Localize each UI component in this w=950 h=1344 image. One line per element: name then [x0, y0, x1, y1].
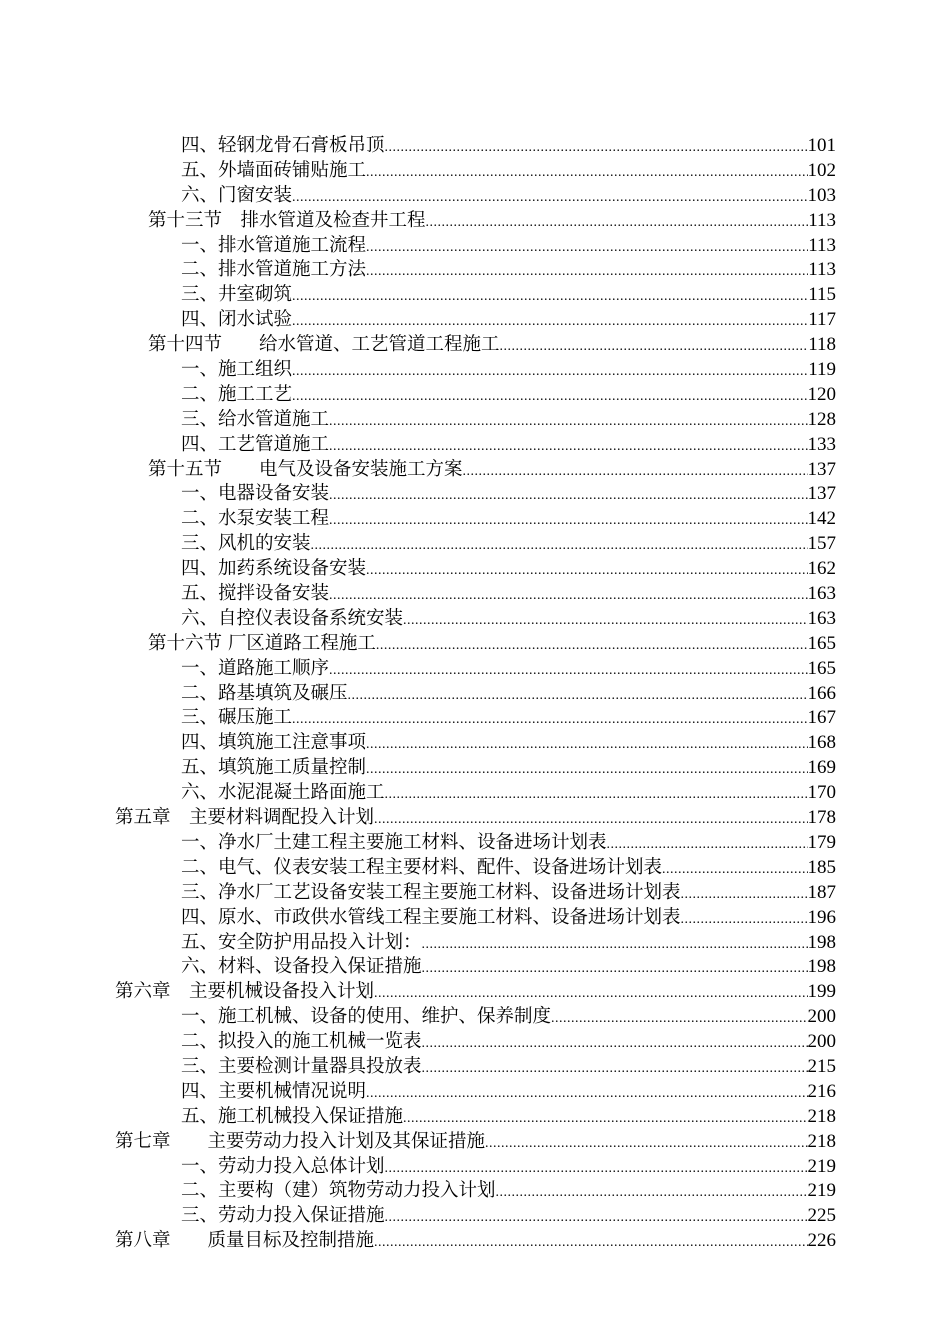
dot-leader [376, 634, 808, 659]
toc-subsection-entry[interactable] [0, 607, 950, 632]
dot-leader [463, 460, 808, 485]
dot-leader [374, 808, 807, 833]
dot-leader [422, 933, 808, 958]
toc-entry-title: 第十五节 电气及设备安装施工方案 [148, 458, 463, 480]
toc-entry-title: 二、拟投入的施工机械一览表 [181, 1031, 422, 1053]
dot-leader [311, 534, 808, 559]
toc-entry-row [148, 458, 836, 483]
dot-leader [292, 708, 807, 733]
toc-entry-title: 四、原水、市政供水管线工程主要施工材料、设备进场计划表 [181, 906, 681, 928]
toc-entry-title: 三、主要检测计量器具投放表 [181, 1055, 422, 1077]
dot-leader [385, 1206, 808, 1231]
toc-page-number: 162 [807, 558, 836, 580]
toc-subsection-entry[interactable] [0, 582, 950, 607]
toc-entry-title: 二、施工工艺 [181, 383, 293, 405]
toc-entry-title: 二、主要构（建）筑物劳动力投入计划 [181, 1180, 496, 1202]
toc-entry-title: 一、道路施工顺序 [181, 657, 330, 679]
toc-page-number: 198 [807, 956, 836, 978]
toc-entry-row [181, 931, 836, 956]
toc-entry-title: 五、外墙面砖铺贴施工 [181, 159, 367, 181]
toc-entry-title: 六、水泥混凝土路面施工 [181, 782, 385, 804]
toc-entry-row [181, 1005, 836, 1030]
dot-leader [348, 684, 808, 709]
toc-subsection-entry[interactable] [0, 1005, 950, 1030]
toc-page-number: 102 [807, 159, 836, 181]
toc-subsection-entry[interactable] [0, 657, 950, 682]
toc-entry-row [181, 881, 836, 906]
toc-entry-title: 一、劳动力投入总体计划 [181, 1155, 385, 1177]
dot-leader [403, 1107, 807, 1132]
toc-entry-title: 三、净水厂工艺设备安装工程主要施工材料、设备进场计划表 [181, 881, 681, 903]
toc-entry-row [148, 209, 836, 234]
toc-entry-row [181, 756, 836, 781]
toc-entry-row [181, 1080, 836, 1105]
dot-leader [485, 1132, 807, 1157]
toc-entry-title: 五、安全防护用品投入计划： [181, 931, 422, 953]
toc-page-number: 219 [807, 1180, 836, 1202]
toc-entry-title: 六、门窗安装 [181, 184, 293, 206]
toc-entry-title: 一、施工组织 [181, 359, 293, 381]
toc-entry-row [181, 1204, 836, 1229]
toc-entry-row [148, 632, 836, 657]
toc-subsection-entry[interactable] [0, 881, 950, 906]
toc-chapter-entry[interactable] [0, 806, 950, 831]
toc-entry-row [181, 433, 836, 458]
toc-subsection-entry[interactable] [0, 308, 950, 333]
toc-page-number: 115 [808, 284, 836, 306]
toc-page-number: 169 [807, 757, 836, 779]
dot-leader [422, 1032, 808, 1057]
toc-entry-row [115, 806, 836, 831]
toc-entry-row [115, 980, 836, 1005]
dot-leader [426, 211, 809, 236]
toc-page-number: 178 [807, 807, 836, 829]
toc-subsection-entry[interactable] [0, 856, 950, 881]
toc-entry-row [181, 682, 836, 707]
dot-leader [374, 982, 807, 1007]
toc-page-number: 137 [807, 483, 836, 505]
dot-leader [681, 883, 808, 908]
toc-entry-title: 第十四节 给水管道、工艺管道工程施工 [148, 334, 500, 356]
toc-entry-row [181, 607, 836, 632]
dot-leader [366, 1082, 807, 1107]
toc-entry-title: 三、劳动力投入保证措施 [181, 1205, 385, 1227]
dot-leader [662, 858, 807, 883]
dot-leader [366, 236, 808, 261]
dot-leader [385, 136, 808, 161]
dot-leader [329, 484, 807, 509]
toc-page-number: 166 [807, 682, 836, 704]
toc-entry-row [181, 781, 836, 806]
toc-entry-row [181, 1179, 836, 1204]
toc-subsection-entry[interactable] [0, 134, 950, 159]
toc-section-entry[interactable] [0, 209, 950, 234]
toc-page-number: 170 [807, 782, 836, 804]
toc-entry-row [181, 234, 836, 259]
toc-subsection-entry[interactable] [0, 955, 950, 980]
toc-entry-row [181, 955, 836, 980]
toc-page-number: 118 [808, 334, 836, 356]
dot-leader [374, 1231, 807, 1256]
toc-entry-title: 第十三节 排水管道及检查井工程 [148, 209, 426, 231]
toc-page-number: 200 [807, 1031, 836, 1053]
dot-leader [551, 1007, 807, 1032]
dot-leader [422, 957, 808, 982]
dot-leader [366, 559, 807, 584]
toc-entry-row [181, 706, 836, 731]
toc-subsection-entry[interactable] [0, 682, 950, 707]
toc-page-number: 216 [807, 1080, 836, 1102]
toc-subsection-entry[interactable] [0, 906, 950, 931]
dot-leader [292, 285, 808, 310]
toc-page-number: 165 [807, 632, 836, 654]
toc-subsection-entry[interactable] [0, 283, 950, 308]
toc-page-number: 128 [807, 408, 836, 430]
toc-page-number: 226 [807, 1230, 836, 1252]
toc-entry-row [181, 159, 836, 184]
dot-leader [500, 335, 809, 360]
toc-entry-row [181, 482, 836, 507]
toc-page-number: 185 [807, 856, 836, 878]
dot-leader [403, 609, 807, 634]
toc-subsection-entry[interactable] [0, 159, 950, 184]
toc-entry-title: 四、填筑施工注意事项 [181, 732, 367, 754]
toc-entry-row [181, 134, 836, 159]
table-of-contents [0, 134, 950, 1254]
toc-entry-title: 第七章 主要劳动力投入计划及其保证措施 [115, 1130, 486, 1152]
toc-entry-title: 五、填筑施工质量控制 [181, 757, 367, 779]
toc-entry-row [115, 1130, 836, 1155]
toc-entry-title: 三、碾压施工 [181, 707, 293, 729]
toc-subsection-entry[interactable] [0, 706, 950, 731]
toc-page-number: 179 [807, 831, 836, 853]
toc-subsection-entry[interactable] [0, 507, 950, 532]
toc-entry-row [181, 1105, 836, 1130]
toc-entry-row [148, 333, 836, 358]
toc-entry-row [181, 383, 836, 408]
toc-subsection-entry[interactable] [0, 1105, 950, 1130]
toc-entry-row [181, 283, 836, 308]
toc-subsection-entry[interactable] [0, 931, 950, 956]
dot-leader [607, 833, 808, 858]
toc-page-number: 142 [807, 508, 836, 530]
toc-entry-title: 二、路基填筑及碾压 [181, 682, 348, 704]
toc-entry-title: 四、工艺管道施工 [181, 433, 330, 455]
toc-entry-row [181, 1055, 836, 1080]
toc-entry-row [181, 657, 836, 682]
toc-section-entry[interactable] [0, 632, 950, 657]
toc-entry-title: 一、净水厂土建工程主要施工材料、设备进场计划表 [181, 831, 607, 853]
toc-entry-row [181, 731, 836, 756]
toc-subsection-entry[interactable] [0, 1080, 950, 1105]
toc-entry-row [181, 1030, 836, 1055]
toc-subsection-entry[interactable] [0, 184, 950, 209]
toc-entry-title: 六、材料、设备投入保证措施 [181, 956, 422, 978]
toc-entry-row [181, 507, 836, 532]
dot-leader [292, 186, 807, 211]
toc-entry-row [181, 308, 836, 333]
toc-entry-title: 二、排水管道施工方法 [181, 259, 367, 281]
toc-page-number: 117 [808, 309, 836, 331]
toc-entry-title: 第六章 主要机械设备投入计划 [115, 981, 375, 1003]
toc-page-number: 168 [807, 732, 836, 754]
toc-subsection-entry[interactable] [0, 1155, 950, 1180]
toc-subsection-entry[interactable] [0, 383, 950, 408]
toc-chapter-entry[interactable] [0, 980, 950, 1005]
toc-subsection-entry[interactable] [0, 1204, 950, 1229]
toc-page-number: 133 [807, 433, 836, 455]
toc-subsection-entry[interactable] [0, 831, 950, 856]
toc-entry-row [181, 258, 836, 283]
toc-page-number: 165 [807, 657, 836, 679]
toc-entry-title: 第十六节 厂区道路工程施工 [148, 632, 376, 654]
toc-entry-title: 五、搅拌设备安装 [181, 583, 330, 605]
toc-entry-title: 五、施工机械投入保证措施 [181, 1105, 404, 1127]
toc-subsection-entry[interactable] [0, 408, 950, 433]
toc-page-number: 218 [807, 1130, 836, 1152]
toc-page-number: 215 [807, 1055, 836, 1077]
dot-leader [292, 385, 807, 410]
dot-leader [329, 584, 807, 609]
toc-entry-title: 四、主要机械情况说明 [181, 1080, 367, 1102]
toc-entry-title: 三、给水管道施工 [181, 408, 330, 430]
dot-leader [366, 733, 807, 758]
toc-page-number: 199 [807, 981, 836, 1003]
toc-page-number: 200 [807, 1006, 836, 1028]
dot-leader [292, 310, 808, 335]
toc-entry-title: 二、水泵安装工程 [181, 508, 330, 530]
toc-subsection-entry[interactable] [0, 781, 950, 806]
toc-subsection-entry[interactable] [0, 756, 950, 781]
toc-entry-title: 一、电器设备安装 [181, 483, 330, 505]
toc-page-number: 113 [808, 234, 836, 256]
toc-subsection-entry[interactable] [0, 234, 950, 259]
toc-subsection-entry[interactable] [0, 1030, 950, 1055]
toc-entry-title: 四、加药系统设备安装 [181, 558, 367, 580]
toc-entry-title: 第八章 质量目标及控制措施 [115, 1230, 375, 1252]
toc-section-entry[interactable] [0, 458, 950, 483]
toc-chapter-entry[interactable] [0, 1130, 950, 1155]
toc-entry-row [181, 557, 836, 582]
toc-entry-row [181, 1155, 836, 1180]
toc-page-number: 163 [807, 607, 836, 629]
toc-page-number: 103 [807, 184, 836, 206]
toc-page-number: 101 [807, 135, 836, 156]
toc-section-entry[interactable] [0, 333, 950, 358]
toc-entry-row [181, 906, 836, 931]
toc-subsection-entry[interactable] [0, 433, 950, 458]
dot-leader [329, 509, 807, 534]
dot-leader [366, 758, 807, 783]
toc-entry-title: 一、施工机械、设备的使用、维护、保养制度 [181, 1006, 552, 1028]
toc-page-number: 167 [807, 707, 836, 729]
dot-leader [385, 1157, 808, 1182]
dot-leader [422, 1057, 808, 1082]
toc-entry-row [181, 582, 836, 607]
toc-entry-row [181, 831, 836, 856]
dot-leader [366, 161, 807, 186]
toc-page-number: 196 [807, 906, 836, 928]
toc-subsection-entry[interactable] [0, 482, 950, 507]
dot-leader [496, 1181, 808, 1206]
toc-entry-title: 三、风机的安装 [181, 533, 311, 555]
dot-leader [366, 260, 808, 285]
toc-entry-title: 四、闭水试验 [181, 309, 293, 331]
toc-page-number: 187 [807, 881, 836, 903]
toc-entry-row [181, 184, 836, 209]
toc-page-number: 218 [807, 1105, 836, 1127]
dot-leader [329, 435, 807, 460]
toc-entry-title: 三、井室砌筑 [181, 284, 293, 306]
dot-leader [329, 410, 807, 435]
dot-leader [292, 360, 808, 385]
toc-page-number: 113 [808, 209, 836, 231]
toc-page-number: 157 [807, 533, 836, 555]
toc-page-number: 113 [808, 259, 836, 281]
toc-entry-title: 四、轻钢龙骨石膏板吊顶 [181, 135, 385, 156]
toc-subsection-entry[interactable] [0, 731, 950, 756]
toc-page-number: 219 [807, 1155, 836, 1177]
dot-leader [385, 783, 808, 808]
toc-page-number: 119 [808, 359, 836, 381]
toc-entry-title: 六、自控仪表设备系统安装 [181, 607, 404, 629]
toc-subsection-entry[interactable] [0, 1055, 950, 1080]
toc-page-number: 137 [807, 458, 836, 480]
toc-chapter-entry[interactable] [0, 1229, 950, 1254]
toc-entry-row [115, 1229, 836, 1254]
toc-entry-title: 一、排水管道施工流程 [181, 234, 367, 256]
toc-page-number: 120 [807, 383, 836, 405]
toc-entry-row [181, 856, 836, 881]
toc-entry-row [181, 408, 836, 433]
toc-subsection-entry[interactable] [0, 532, 950, 557]
toc-subsection-entry[interactable] [0, 358, 950, 383]
toc-entry-row [181, 532, 836, 557]
dot-leader [329, 659, 807, 684]
toc-page-number: 225 [807, 1205, 836, 1227]
toc-entry-title: 二、电气、仪表安装工程主要材料、配件、设备进场计划表 [181, 856, 663, 878]
dot-leader [681, 908, 808, 933]
toc-entry-row [181, 358, 836, 383]
toc-entry-title: 第五章 主要材料调配投入计划 [115, 807, 375, 829]
toc-subsection-entry[interactable] [0, 557, 950, 582]
toc-subsection-entry[interactable] [0, 258, 950, 283]
toc-subsection-entry[interactable] [0, 1179, 950, 1204]
toc-page-number: 198 [807, 931, 836, 953]
toc-page-number: 163 [807, 583, 836, 605]
